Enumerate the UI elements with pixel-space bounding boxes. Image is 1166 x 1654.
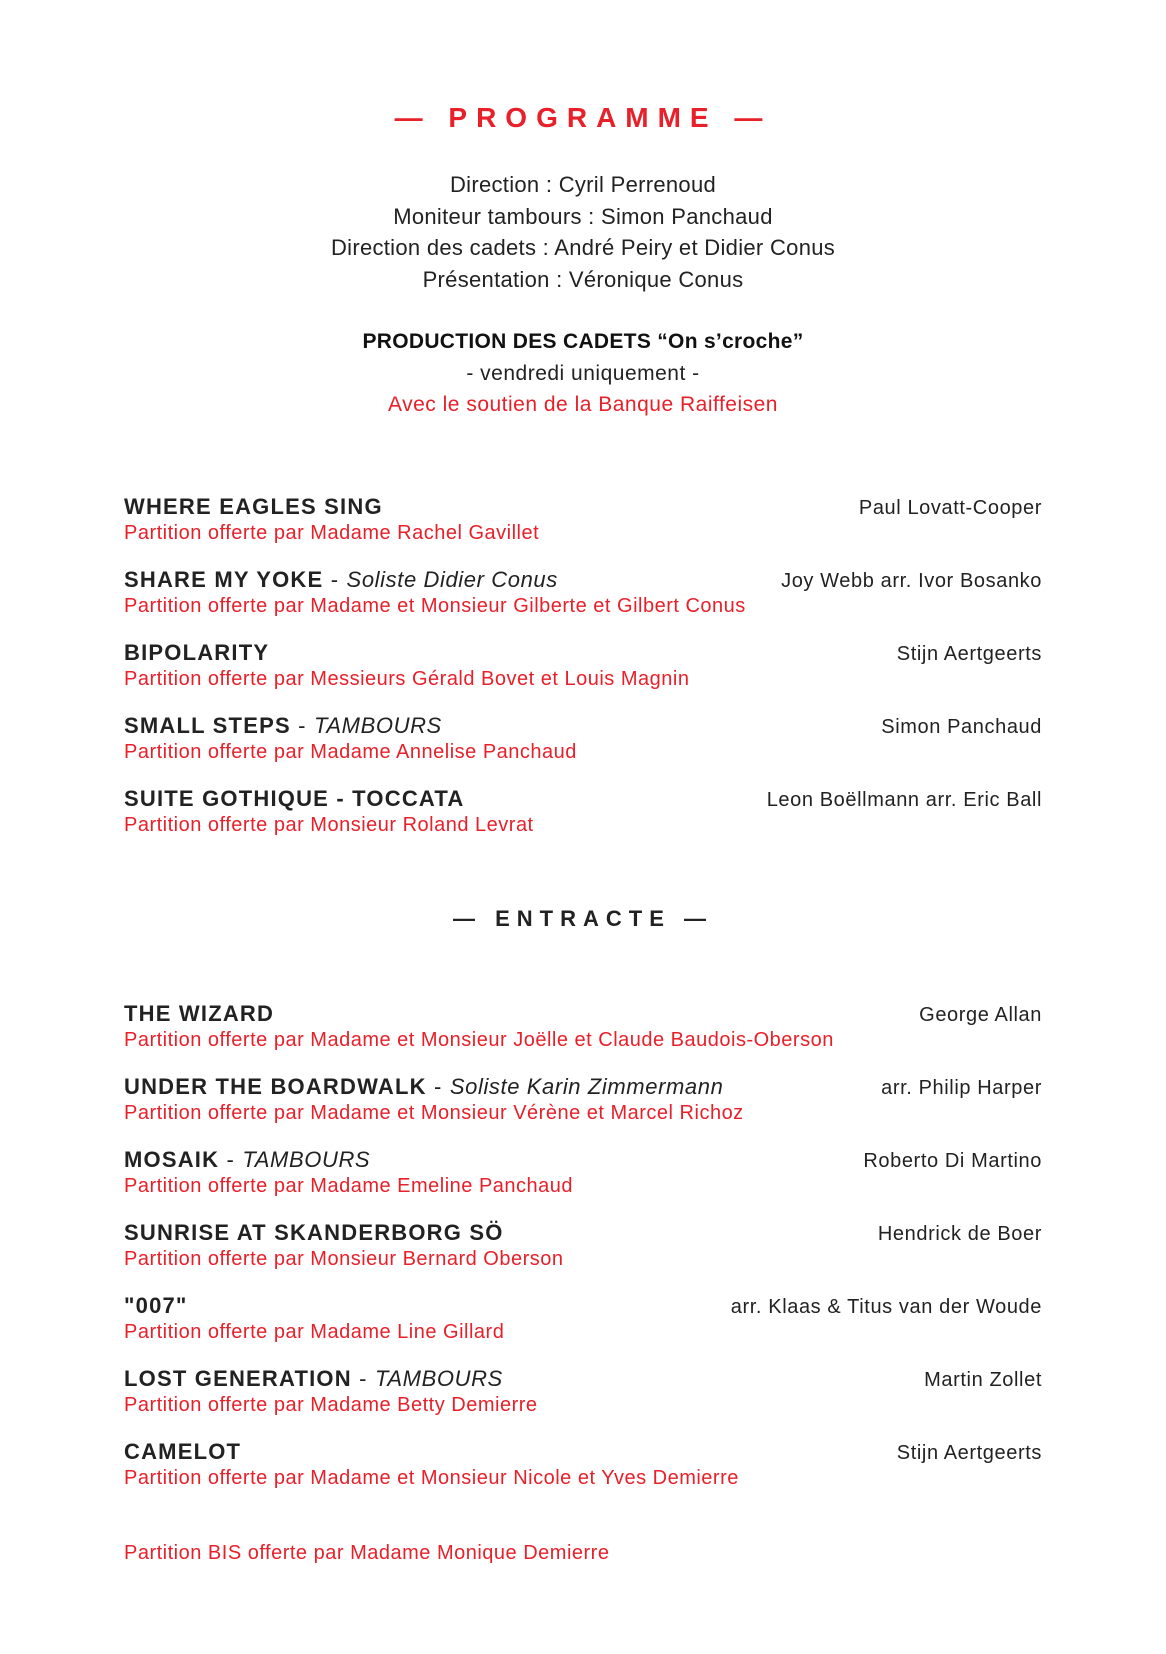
piece-sponsor: Partition offerte par Madame et Monsieur Joëlle et Claude Baudois-Oberson — [124, 1029, 834, 1051]
piece-item — [124, 1074, 1042, 1125]
piece-item — [124, 713, 1042, 764]
piece-composer: arr. Klaas & Titus van der Woude — [730, 1296, 1042, 1318]
piece-sponsor: Partition offerte par Monsieur Roland Levrat — [124, 814, 534, 836]
piece-composer: Joy Webb arr. Ivor Bosanko — [781, 570, 1042, 592]
piece-sponsor: Partition offerte par Madame Line Gillard — [124, 1321, 505, 1343]
piece-sponsor: Partition offerte par Madame Betty Demierre — [124, 1394, 538, 1416]
piece-title: CAMELOT — [124, 1439, 242, 1464]
piece-title: BIPOLARITY — [124, 640, 270, 665]
piece-title: SUNRISE AT SKANDERBORG SÖ — [124, 1220, 504, 1245]
piece-title: THE WIZARD — [124, 1001, 275, 1026]
piece-composer: Leon Boëllmann arr. Eric Ball — [766, 789, 1042, 811]
piece-title: WHERE EAGLES SING — [124, 494, 383, 519]
piece-item — [124, 1293, 1042, 1344]
credit-tambours: Moniteur tambours : Simon Panchaud — [393, 203, 773, 229]
piece-title: MOSAIK - TAMBOURS — [124, 1147, 371, 1172]
piece-item — [124, 494, 1042, 545]
credits-block — [0, 169, 1166, 295]
piece-composer: Martin Zollet — [924, 1369, 1042, 1391]
piece-title: UNDER THE BOARDWALK - Soliste Karin Zimmermann — [124, 1074, 724, 1099]
credit-direction: Direction : Cyril Perrenoud — [449, 172, 717, 197]
piece-item — [124, 1220, 1042, 1271]
piece-title: SUITE GOTHIQUE - TOCCATA — [124, 786, 465, 811]
piece-composer: Roberto Di Martino — [863, 1150, 1042, 1172]
piece-title: LOST GENERATION - TAMBOURS — [124, 1366, 503, 1391]
piece-sponsor: Partition offerte par Messieurs Gérald Bovet et Louis Magnin — [124, 668, 690, 690]
piece-title: SHARE MY YOKE - Soliste Didier Conus — [124, 567, 558, 592]
piece-composer: George Allan — [919, 1004, 1042, 1026]
credit-presentation: Présentation : Véronique Conus — [422, 266, 744, 292]
piece-sponsor: Partition offerte par Madame et Monsieur Gilberte et Gilbert Conus — [124, 595, 746, 617]
bis-sponsor: Partition BIS offerte par Madame Monique Demierre — [124, 1542, 610, 1564]
piece-item — [124, 640, 1042, 691]
piece-sponsor: Partition offerte par Madame Emeline Panchaud — [124, 1175, 574, 1197]
piece-title: SMALL STEPS - TAMBOURS — [124, 713, 442, 738]
piece-item — [124, 567, 1042, 618]
piece-item — [124, 1147, 1042, 1198]
piece-composer: Paul Lovatt-Cooper — [858, 497, 1042, 519]
credit-cadets: Direction des cadets : André Peiry et Didier Conus — [330, 235, 836, 260]
piece-item — [124, 786, 1042, 837]
production-note: - vendredi uniquement - — [466, 362, 700, 385]
piece-composer: Stijn Aertgeerts — [896, 1442, 1042, 1464]
page-title: — PROGRAMME — — [394, 102, 772, 133]
piece-composer: Stijn Aertgeerts — [896, 643, 1042, 665]
piece-title: "007" — [124, 1293, 188, 1318]
production-title: PRODUCTION DES CADETS “On s’croche” — [362, 330, 804, 353]
piece-sponsor: Partition offerte par Madame et Monsieur Nicole et Yves Demierre — [124, 1467, 739, 1489]
piece-item — [124, 1439, 1042, 1490]
piece-item — [124, 1001, 1042, 1052]
entracte-heading: — ENTRACTE — — [453, 906, 713, 931]
piece-composer: Simon Panchaud — [881, 716, 1042, 738]
production-sponsor: Avec le soutien de la Banque Raiffeisen — [388, 393, 778, 416]
piece-composer: arr. Philip Harper — [881, 1077, 1042, 1099]
piece-composer: Hendrick de Boer — [877, 1223, 1042, 1245]
piece-sponsor: Partition offerte par Monsieur Bernard Oberson — [124, 1248, 564, 1270]
piece-sponsor: Partition offerte par Madame Annelise Panchaud — [124, 741, 577, 763]
piece-sponsor: Partition offerte par Madame Rachel Gavillet — [124, 522, 540, 544]
piece-item — [124, 1366, 1042, 1417]
piece-sponsor: Partition offerte par Madame et Monsieur Vérène et Marcel Richoz — [124, 1102, 744, 1124]
